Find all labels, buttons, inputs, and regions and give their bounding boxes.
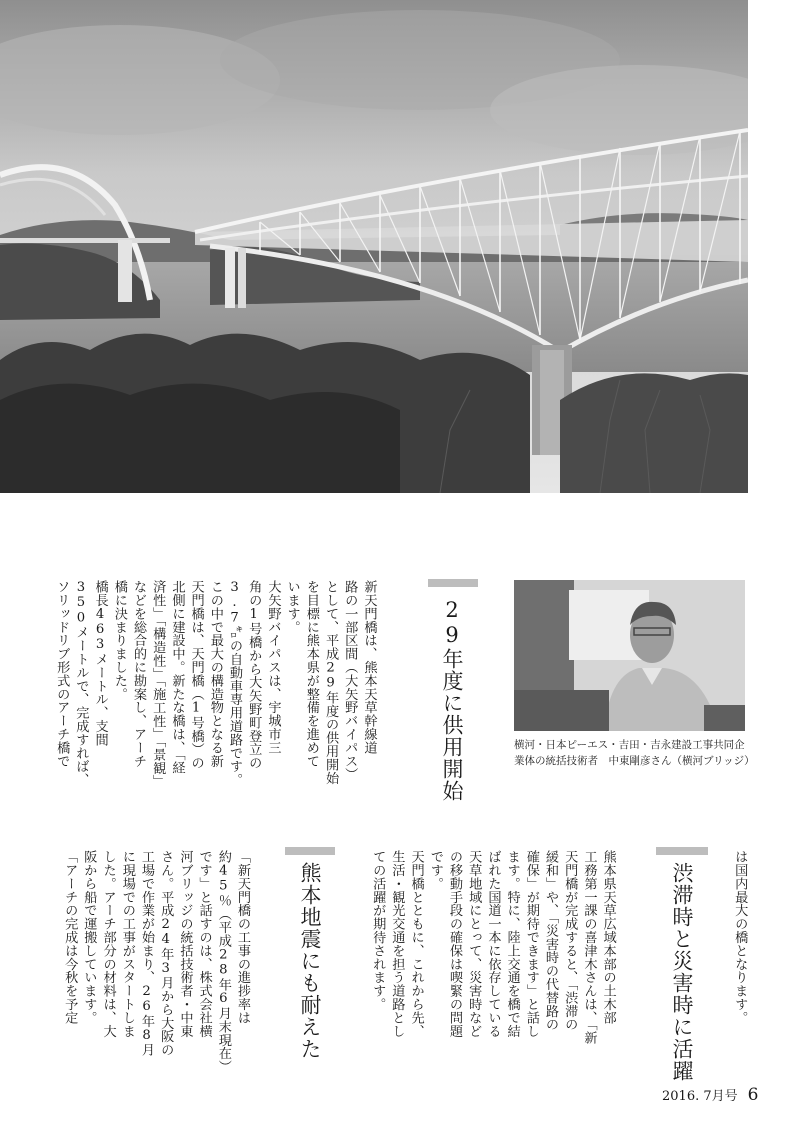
text-line: 天門橋が完成すると、「渋滞の <box>562 850 578 1031</box>
text-line: 北側に建設中。新たな橋は、「経 <box>169 580 185 775</box>
text-line: 「新天門橋の工事の進捗率は <box>235 850 251 1025</box>
bridge-photo <box>0 0 748 493</box>
text-line: 天門橋とともに、これから先、 <box>408 850 424 1038</box>
text-line: 約45％（平成28年6月末現在） <box>215 850 231 1074</box>
text-line: ての活躍が期待されます。 <box>370 850 386 1011</box>
text-line: この中で最大の構造物となる新 <box>207 580 223 768</box>
text-line: 橋に決まりました。 <box>111 580 127 701</box>
text-line: 工務第一課の喜津木さんは、「新 <box>581 850 597 1045</box>
text-line: などを総合的に勘案し、アーチ <box>131 580 147 768</box>
text-line: 天草地域にとって、災害時など <box>466 850 482 1038</box>
text-line: 新天門橋は、熊本天草幹線道 <box>361 580 377 755</box>
text-line: ます。特に、陸上交通を橋で結 <box>504 850 520 1038</box>
text-line: 3.7㌔の自動車専用道路です。 <box>227 580 243 787</box>
text-line: 路の一部区間（大矢野バイパス） <box>342 580 358 781</box>
text-line: 「アーチの完成は今秋を予定 <box>62 850 78 1025</box>
text-line: 橋長463メートル、支間 <box>92 580 108 747</box>
text-line: 350メートルで、完成すれば、 <box>73 580 89 787</box>
text-line: 阪から船で運搬しています。 <box>81 850 97 1025</box>
text-line: 角の1号橋から大矢野町登立の <box>246 580 262 770</box>
text-line: 天門橋は、天門橋（1号橋）の <box>188 580 204 770</box>
section-2-lead <box>730 850 749 1070</box>
issue-label: 2016. 7月号 <box>662 1089 738 1104</box>
text-line: の移動手段の確保は喫緊の問題 <box>447 850 463 1038</box>
text-line: 生活・観光交通を担う道路とし <box>389 850 405 1038</box>
section-2-heading: 渋滞時と災害時に活躍 <box>670 862 694 1082</box>
section-3-body <box>60 850 252 1074</box>
photo-caption-line-1: 横河・日本ピーエス・吉田・吉永建設工事共同企 <box>514 739 745 751</box>
engineer-portrait-photo <box>514 580 745 731</box>
section-1-heading: 29年度に供用開始 <box>440 598 464 802</box>
section-2-body <box>368 850 618 1065</box>
section-1-body <box>52 580 378 788</box>
text-line: 済性」「構造性」「施工性」「景観」 <box>150 580 166 788</box>
page-footer <box>662 1085 758 1105</box>
section-1-heading-bar <box>428 579 478 587</box>
photo-caption-line-2: 業体の統括技術者 中東剛彦さん（横河ブリッジ） <box>514 755 755 767</box>
text-line: 緩和」や、「災害時の代替路の <box>543 850 559 1031</box>
text-line: ソリッドリブ形式のアーチ橋で <box>54 580 70 768</box>
text-line: です」と話すのは、株式会社横 <box>196 850 212 1038</box>
text-line: に現場での工事がスタートしま <box>119 850 135 1038</box>
page-number: 6 <box>747 1085 759 1105</box>
text-line: います。 <box>284 580 300 634</box>
text-line: 工場で作業が始まり、26年8月 <box>139 850 155 1057</box>
text-line: として、平成29年度の供用開始 <box>323 580 339 785</box>
section-2-heading-bar <box>656 847 708 855</box>
text-line: ばれた国道一本に依存している <box>485 850 501 1038</box>
text-line: 確保」が期待できます」と話し <box>523 850 539 1038</box>
text-line: さん。平成24年3月から大阪の <box>158 850 174 1057</box>
text-line: 河ブリッジの統括技術者・中東 <box>177 850 193 1038</box>
text-line: は国内最大の橋となります。 <box>732 850 748 1025</box>
text-line: 大矢野バイパスは、宇城市三 <box>265 580 281 755</box>
section-3-heading-bar <box>285 847 335 855</box>
text-line: した。アーチ部分の材料は、大 <box>100 850 116 1038</box>
section-3-heading: 熊本地震にも耐えた <box>298 862 322 1060</box>
text-line: です。 <box>427 850 443 891</box>
text-line: 熊本県天草広域本部の土木部 <box>600 850 616 1025</box>
text-line: を目標に熊本県が整備を進めて <box>303 580 319 768</box>
